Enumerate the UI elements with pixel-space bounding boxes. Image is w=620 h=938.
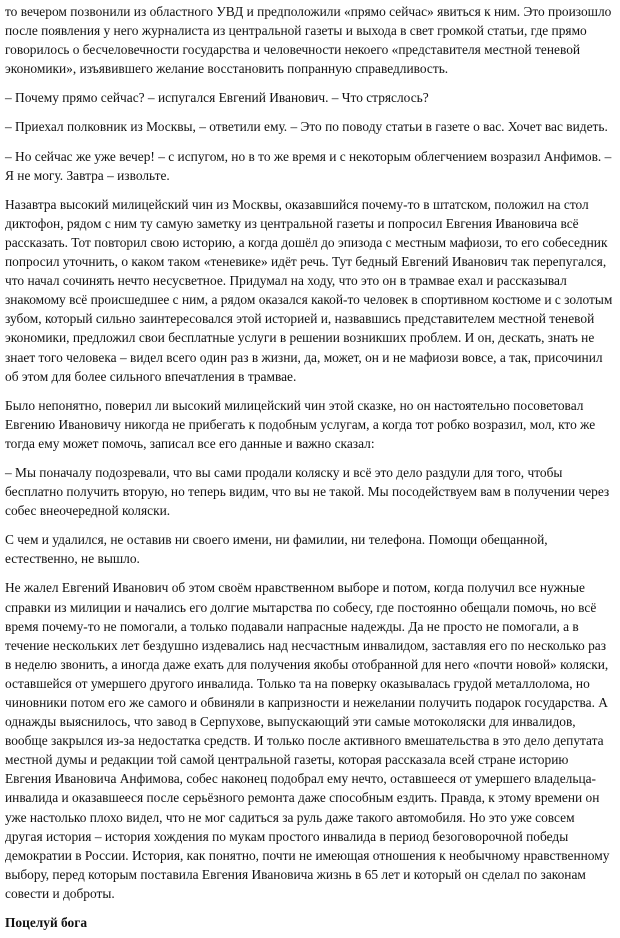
paragraph-4: – Но сейчас же уже вечер! – с испугом, но в то же время и с некоторым облегчением возразил Анфимов. – Я не могу. Завтра – извольте. [5,148,612,183]
paragraph-8: С чем и удалился, не оставив ни своего имени, ни фамилии, ни телефона. Помощи обещанной, естественно, не вышло. [5,532,548,567]
section-heading: Поцелуй бога [5,915,88,931]
paragraph-3: – Приехал полковник из Москвы, – ответили ему. – Это по поводу статьи в газете о вас. Хочет вас видеть. [5,119,608,135]
paragraph-9: Не жалел Евгений Иванович об этом своём нравственном выборе и потом, когда получил все нужные справки из милиции и начались его долгие мытарства по собесу, где постоянно обещали помочь, но всё время почему-то не помогали, а только подавали напрасные надежды. Да не просто не помогали, а в течение нескольких лет бездушно издевались над несчастным инвалидом, заставляя его по несколько раз в неделю звонить, а иногда даже ехать для получения якобы отобранной для него «почти новой» коляски, оставшейся от умершего другого инвалида. Только та на поверку оказывалась грудой металлолома, но чиновники потом его же самого и обвиняли в капризности и нежелании получить подарок государства. А однажды выяснилось, что завод в Серпухове, выпускающий эти самые мотоколяски для инвалидов, вообще закрылся из-за недостатка средств. И только после активного вмешательства в это дело депутата местной думы и редакции той самой центральной газеты, которая рассказала всей стране историю Евгения Ивановича Анфимова, собес наконец подобрал ему нечто, оставшееся от умершего владельца-инвалида и оказавшееся после серьёзного ремонта даже способным ездить. Правда, к этому времени он уже настолько плохо видел, что не мог садиться за руль даже такого автомобиля. Но это уже совсем другая история – история хождения по мукам простого инвалида в период безоговорочной победы демократии в России. История, как понятно, почти не имеющая отношения к необычному нравственному выбору, перед которым поставила Евгения Ивановича жизнь в 65 лет и который он сделал по законам совести и доброты. [5,580,610,901]
paragraph-1: то вечером позвонили из областного УВД и предположили «прямо сейчас» явиться к ним. Это произошло после появления у него журналиста из центральной газеты и выхода в свет громкой статьи, где прямо говорилось о бесчеловечности государства и человечности некоего «представителя местной теневой экономики», изъявившего желание восстановить попранную справедливость. [5,4,612,77]
paragraph-5: Назавтра высокий милицейский чин из Москвы, оказавшийся почему-то в штатском, положил на стол диктофон, рядом с ним ту самую заметку из центральной газеты и попросил Евгения Ивановича всё рассказать. Тот повторил свою историю, а когда дошёл до эпизода с местным мафиози, то его собеседник попросил уточнить, о каком таком «теневике» идёт речь. Тут бедный Евгений Иванович так перепугался, что начал сочинять нечто несусветное. Придумал на ходу, что это он в трамвае ехал и рассказывал знакомому всё происшедшее с ним, а рядом оказался какой-то человек в спортивном костюме и с золотым зубом, который сильно заинтересовался этой историей и, назвавшись представителем местной теневой экономики, предложил свои бесплатные услуги в решении возникших проблем. И он, дескать, знать не знает того человека – видел всего один раз в жизни, да, может, он и не мафиози вовсе, а так, присочинил об этом для более сильного впечатления в трамвае. [5,196,613,384]
document-page [5,2,615,932]
paragraph-2: – Почему прямо сейчас? – испугался Евгений Иванович. – Что стряслось? [5,90,429,106]
paragraph-6: Было непонятно, поверил ли высокий милицейский чин этой сказке, но он настоятельно посоветовал Евгению Ивановичу никогда не прибегать к подобным услугам, а когда тот робко возразил, мол, кто же тогда ему может помочь, записал все его данные и важно сказал: [5,397,596,451]
paragraph-7: – Мы поначалу подозревали, что вы сами продали коляску и всё это дело раздули для того, чтобы бесплатно получить вторую, но теперь видим, что вы не такой. Мы посодействуем вам в получении через собес внеочередной коляски. [5,464,610,519]
